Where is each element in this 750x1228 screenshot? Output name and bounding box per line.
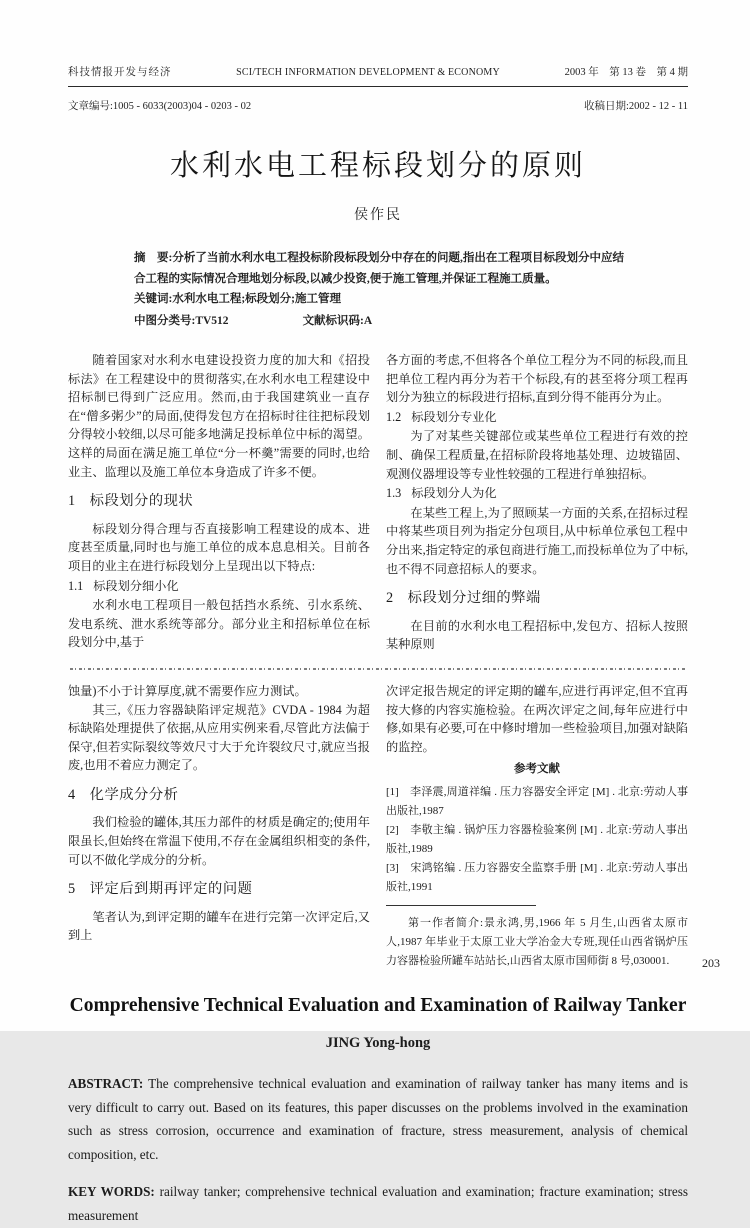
article1-right-column — [386, 351, 688, 654]
author-bio: 第一作者简介:景永鸿,男,1966 年 5 月生,山西省太原市人,1987 年毕业于太原工业大学冶金大专班,现任山西省锅炉压力容器检验所罐车站站长,山西省太原市国师街 8 号,030001. — [386, 916, 688, 967]
subsection-number: 1.3 — [386, 486, 402, 501]
paragraph: 标段划分得合理与否直接影响工程建设的成本、进度甚至质量,同时也与施工单位的成本息息相关。目前各项目的业主在进行标段划分上呈现出以下特点: — [68, 521, 370, 573]
abstract-label: 摘 要: — [134, 252, 173, 264]
english-abstract-text: The comprehensive technical evaluation and examination of railway tanker has many items and is very difficult to carry out. Based on its features, this paper discusses on the problems involved in the examination such as stress corrosion, occurrence and examination of fracture, stress measurement, analysis of chemical composition, etc. — [68, 1075, 688, 1163]
article-title: 水利水电工程标段划分的原则 — [169, 150, 586, 182]
clc-number: 中图分类号:TV512 — [134, 314, 229, 327]
reference-item: [3] 宋鸿铭编 . 压力容器安全监察手册 [M] . 北京:劳动人事出版社,1991 — [386, 861, 688, 893]
subsection-heading-text: 标段划分专业化 — [411, 409, 497, 424]
journal-issue: 2003 年 第 13 卷 第 4 期 — [564, 67, 688, 78]
article-id: 文章编号:1005 - 6033(2003)04 - 0203 - 02 — [68, 101, 252, 112]
section-heading-text: 标段划分的现状 — [89, 493, 194, 510]
subsection-heading-text: 标段划分人为化 — [411, 486, 497, 501]
english-abstract-label: ABSTRACT: — [68, 1075, 144, 1091]
article2-left-column — [68, 682, 370, 971]
abstract-paragraph — [134, 248, 624, 289]
article2-body — [68, 682, 688, 971]
journal-header — [68, 64, 688, 79]
section-heading-1 — [68, 492, 370, 511]
subsection-heading-1-2 — [386, 408, 688, 427]
english-keywords-text: railway tanker; comprehensive technical evaluation and examination; fracture examination; stress measurement — [68, 1184, 688, 1224]
bio-rule — [386, 905, 536, 906]
paragraph: 在目前的水利水电工程招标中,发包方、招标人按照某种原则 — [386, 618, 688, 652]
article1-body — [68, 351, 688, 654]
abstract-text: 分析了当前水利水电工程投标阶段标段划分中存在的问题,指出在工程项目标段划分中应结合工程的实际情况合理地划分标段,以减少投资,便于施工管理,并保证工程施工质量。 — [134, 252, 624, 285]
received-date: 收稿日期:2002 - 12 - 11 — [583, 101, 688, 112]
reference-item: [2] 李敬主编 . 锅炉压力容器检验案例 [M] . 北京:劳动人事出版社,1989 — [386, 823, 688, 855]
paragraph-continuation: 蚀量)不小于计算厚度,就不需要作应力测试。 — [68, 683, 307, 698]
paragraph-continuation: 各方面的考虑,不但将各个单位工程分为不同的标段,而且把单位工程内再分为若干个标段,有的甚至将分项工程再划分为独立的标段进行招标,直到分得不能再分为止。 — [386, 353, 688, 405]
subsection-heading-1-3 — [386, 484, 688, 503]
section-heading-text: 标段划分过细的弊端 — [407, 590, 541, 607]
english-abstract — [68, 1072, 688, 1167]
article-meta-row — [68, 98, 688, 113]
document-code: 文献标识码:A — [302, 314, 373, 327]
subsection-heading-1-1 — [68, 577, 370, 596]
section-heading-text: 评定后到期再评定的问题 — [89, 881, 253, 898]
paragraph-continuation: 次评定报告规定的评定期的罐车,应进行再评定,但不宜再按大修的内容实施检验。在两次评定之间,每年应进行中修,如果有必要,可在中修时增加一些检验项目,加强对缺陷的监控。 — [386, 683, 688, 754]
paragraph: 水利水电工程项目一般包括挡水系统、引水系统、发电系统、泄水系统等部分。部分业主和招标单位在标段划分中,基于 — [68, 598, 370, 650]
references-title: 参考文献 — [514, 763, 560, 776]
keywords-line: 关键词:水利水电工程;标段划分;施工管理 — [134, 293, 341, 305]
paragraph: 其三,《压力容器缺陷评定规范》CVDA - 1984 为超标缺陷处理提供了依据,从应用实例来看,尽管此方法偏于保守,但若实际裂纹等效尺寸大于允许裂纹尺寸,就应当报废,也用不着应力测定了。 — [68, 702, 370, 773]
section-number: 2 — [386, 590, 394, 607]
section-heading-4 — [68, 786, 370, 805]
paragraph: 在某些工程上,为了照顾某一方面的关系,在招标过程中将某些项目列为指定分包项目,从中标单位承包工程中分出来,指定特定的承包商进行施工,而投标单位为了中标,也不得不同意招标人的要求。 — [386, 505, 688, 576]
paragraph: 我们检验的罐体,其压力部件的材质是确定的;使用年限虽长,但始终在常温下使用,不存在金属组织相变的条件,可以不做化学成分的分析。 — [68, 815, 370, 867]
english-title: Comprehensive Technical Evaluation and Examination of Railway Tanker — [69, 994, 687, 1016]
journal-name-en: SCI/TECH INFORMATION DEVELOPMENT & ECONOMY — [236, 67, 500, 78]
header-rule — [68, 86, 688, 87]
section-heading-text: 化学成分分析 — [89, 786, 179, 803]
classification-line — [134, 311, 624, 332]
abstract-block — [134, 248, 624, 331]
reference-item: [1] 李泽震,周道祥编 . 压力容器安全评定 [M] . 北京:劳动人事出版社,1987 — [386, 785, 688, 817]
section-heading-2 — [386, 589, 688, 608]
section-number: 1 — [68, 493, 76, 510]
subsection-number: 1.1 — [68, 578, 84, 593]
chain-divider — [70, 668, 686, 670]
paragraph: 为了对某些关键部位或某些单位工程进行有效的控制、确保工程质量,在招标阶段将地基处理、边坡锚固、观测仪器埋设等专业性较强的工程进行单独招标。 — [386, 429, 688, 481]
paragraph: 随着国家对水利水电建设投资力度的加大和《招投标法》在工程建设中的贯彻落实,在水利水电工程建设中招标制已得到广泛应用。然而,由于我国建筑业一直存在“僧多粥少”的局面,使得发包方在招标时往往把标段划分得较小较细,以尽可能多地满足投标单位中标的渴望。这样的局面在满足施工单位“分一杯羹”需要的同时,也给业主、监理以及施工单位本身造成了许多不便。 — [68, 353, 370, 479]
journal-name-cn: 科技情报开发与经济 — [68, 67, 172, 78]
english-keywords — [68, 1180, 688, 1228]
article1-left-column — [68, 351, 370, 654]
section-number: 5 — [68, 881, 76, 898]
section-heading-5 — [68, 880, 370, 899]
page-number: 203 — [702, 956, 720, 970]
article2-right-column — [386, 682, 688, 971]
english-keywords-label: KEY WORDS: — [68, 1184, 155, 1200]
paragraph: 笔者认为,到评定期的罐车在进行完第一次评定后,又到上 — [68, 909, 370, 943]
subsection-heading-text: 标段划分细小化 — [93, 578, 179, 593]
section-number: 4 — [68, 786, 76, 803]
article-author: 侯作民 — [354, 208, 402, 223]
subsection-number: 1.2 — [386, 409, 402, 424]
english-author: JING Yong-hong — [325, 1034, 431, 1051]
